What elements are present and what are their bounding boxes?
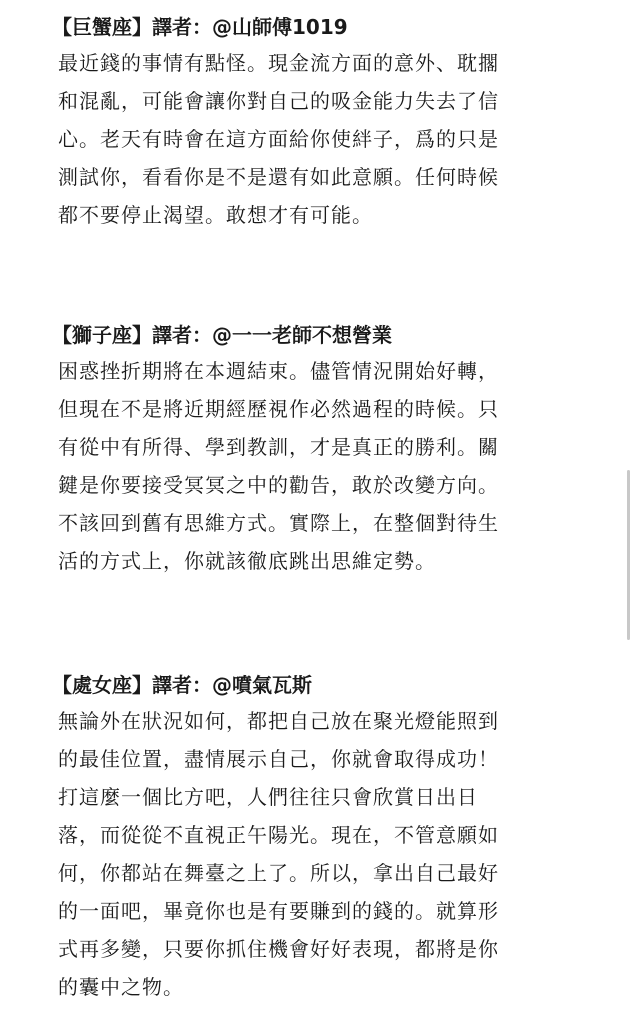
body-line: 困惑挫折期將在本週結束。儘管情況開始好轉，: [58, 359, 499, 383]
body-line: 的最佳位置，盡情展示自己，你就會取得成功！: [58, 747, 499, 771]
body-line: 心。老天有時會在這方面給你使絆子，爲的只是: [58, 127, 499, 151]
body-line: 活的方式上，你就該徹底跳出思維定勢。: [58, 549, 436, 573]
entry-heading: 【巨蟹座】譯者：@山師傅1019: [52, 15, 348, 39]
cancer-entry: [52, 10, 588, 234]
body-line: 落，而從從不直視正午陽光。現在，不管意願如: [58, 823, 499, 847]
body-line: 最近錢的事情有點怪。現金流方面的意外、耽擱: [58, 51, 499, 75]
body-line: 何，你都站在舞臺之上了。所以，拿出自己最好: [58, 861, 499, 885]
body-line: 式再多變，只要你抓住機會好好表現，都將是你: [58, 937, 499, 961]
body-line: 的一面吧，畢竟你也是有要賺到的錢的。就算形: [58, 899, 499, 923]
body-line: 無論外在狀況如何，都把自己放在聚光燈能照到: [58, 709, 499, 733]
body-line: 但現在不是將近期經歷視作必然過程的時候。只: [58, 397, 499, 421]
body-line: 和混亂，可能會讓你對自己的吸金能力失去了信: [58, 89, 499, 113]
entry-heading: 【處女座】譯者：@噴氣瓦斯: [52, 673, 312, 697]
leo-entry: [52, 318, 588, 580]
body-line: 不該回到舊有思維方式。實際上，在整個對待生: [58, 511, 499, 535]
body-line: 有從中有所得、學到教訓，才是真正的勝利。關: [58, 435, 499, 459]
body-line: 鍵是你要接受冥冥之中的勸告，敢於改變方向。: [58, 473, 499, 497]
body-line: 打這麼一個比方吧，人們往往只會欣賞日出日: [58, 785, 478, 809]
virgo-entry: [52, 668, 588, 1006]
body-line: 測試你，看看你是不是還有如此意願。任何時候: [58, 165, 499, 189]
body-line: 的囊中之物。: [58, 975, 184, 999]
scrollbar[interactable]: [627, 470, 630, 640]
body-line: 都不要停止渴望。敢想才有可能。: [58, 203, 373, 227]
entry-heading: 【獅子座】譯者：@一一老師不想營業: [52, 323, 392, 347]
